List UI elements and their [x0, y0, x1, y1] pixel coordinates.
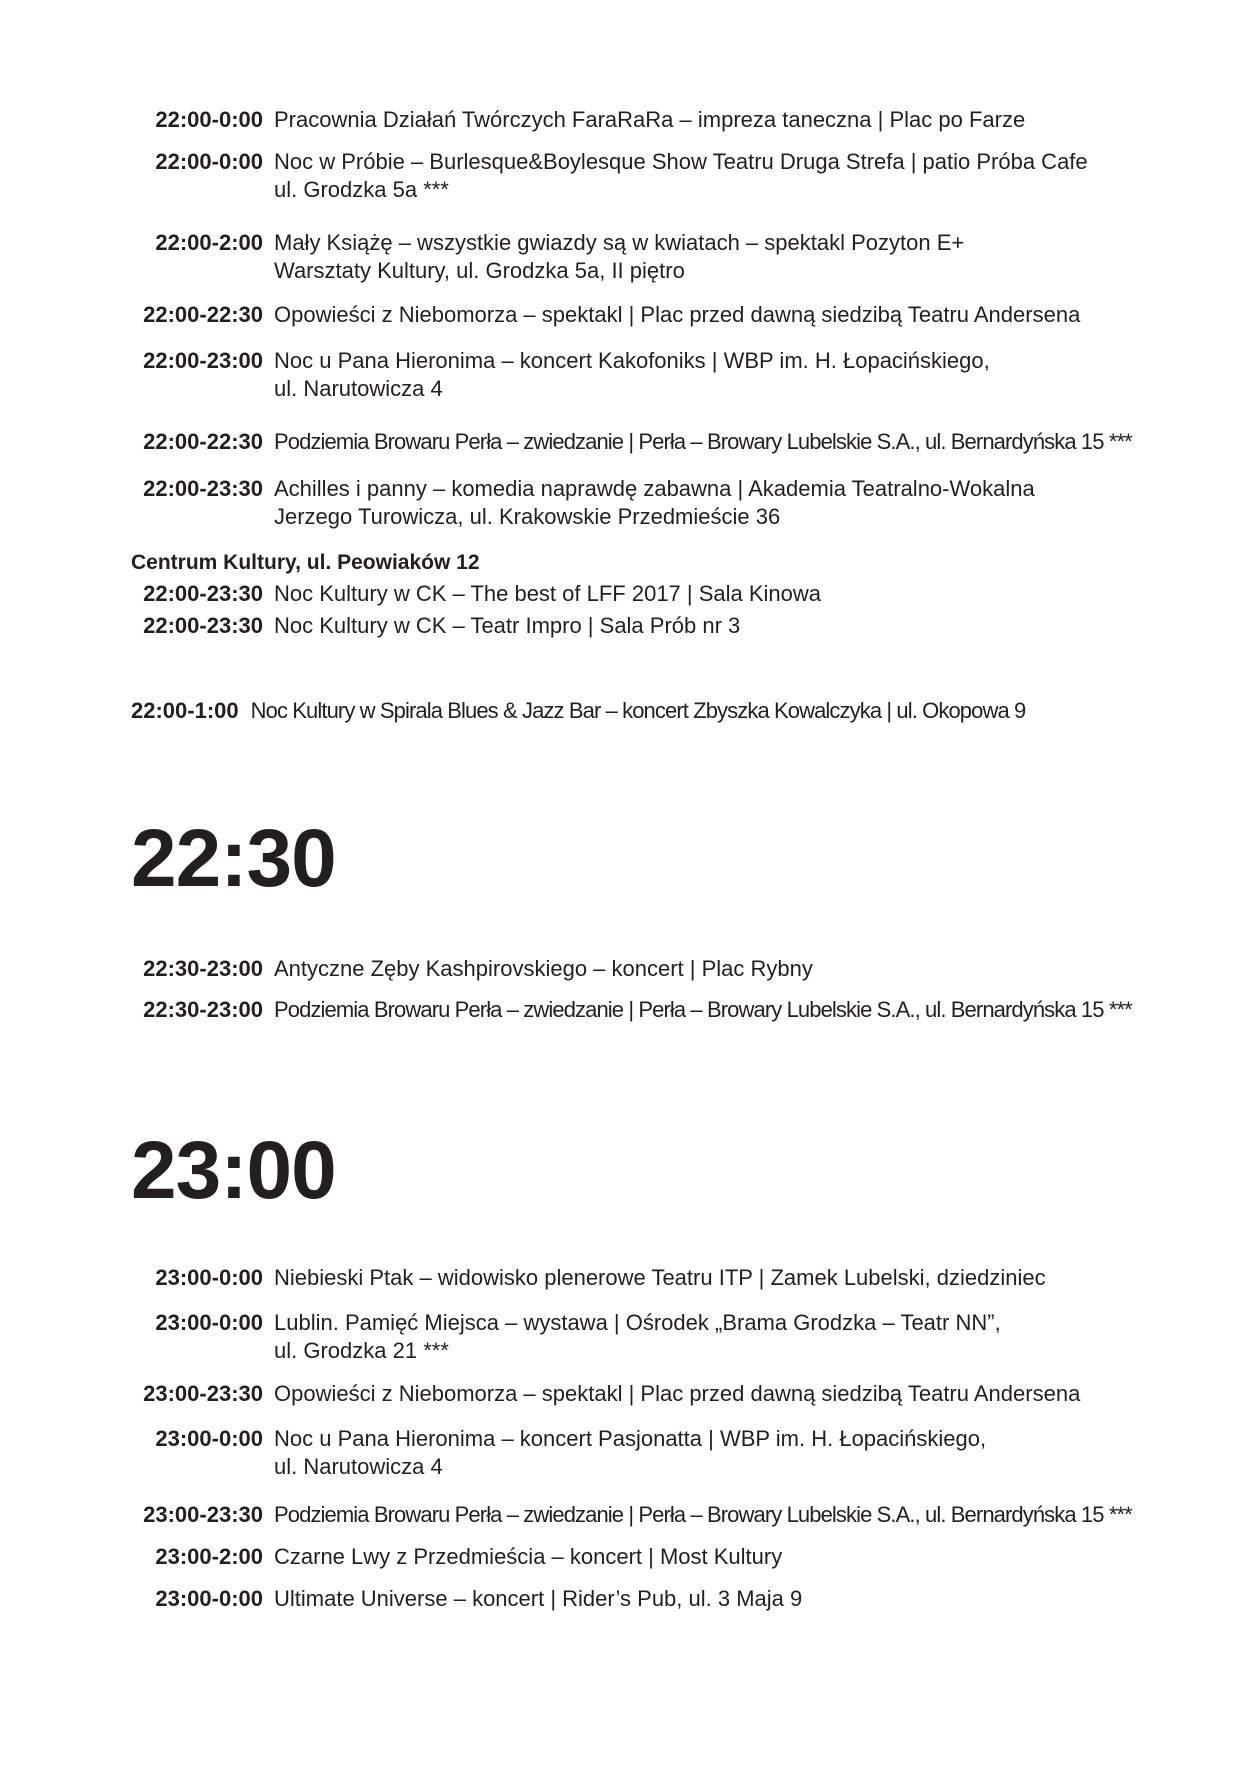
event-row	[131, 1585, 802, 1613]
event-time: 22:00-23:00	[143, 348, 263, 373]
event-row	[131, 301, 1080, 329]
event-time: 22:00-22:30	[143, 302, 263, 327]
event-description: Achilles i panny – komedia naprawdę zabawna | Akademia Teatralno-Wokalna Jerzego Turowicza, ul. Krakowskie Przedmieście 36	[274, 476, 1035, 529]
event-row	[131, 1543, 782, 1571]
event-row	[131, 475, 1035, 531]
event-time: 23:00-2:00	[155, 1544, 263, 1569]
event-time: 22:00-23:30	[143, 581, 263, 606]
event-description: Mały Książę – wszystkie gwiazdy są w kwiatach – spektakl Pozyton E+ Warsztaty Kultury, ul. Grodzka 5a, II piętro	[274, 230, 965, 283]
event-row	[131, 428, 1132, 456]
event-time: 22:00-23:30	[143, 613, 263, 638]
event-description: Ultimate Universe – koncert | Rider’s Pub, ul. 3 Maja 9	[274, 1586, 803, 1611]
event-row	[131, 1380, 1080, 1408]
hour-heading: 23:00	[131, 1125, 336, 1216]
event-time: 22:00-1:00	[131, 698, 239, 723]
event-description: Noc Kultury w CK – Teatr Impro | Sala Prób nr 3	[274, 613, 741, 638]
event-time: 23:00-0:00	[155, 1426, 263, 1451]
event-row	[131, 612, 740, 640]
event-row	[131, 229, 964, 285]
event-description: Opowieści z Niebomorza – spektakl | Plac przed dawną siedzibą Teatru Andersena	[274, 1381, 1081, 1406]
event-description: Podziemia Browaru Perła – zwiedzanie | Perła – Browary Lubelskie S.A., ul. Bernardyńska 15 ***	[274, 429, 1132, 454]
event-description: Lublin. Pamięć Miejsca – wystawa | Ośrodek „Brama Grodzka – Teatr NN”, ul. Grodzka 21 ***	[274, 1310, 1001, 1363]
event-row	[131, 697, 1025, 725]
event-row	[131, 1309, 1001, 1365]
event-time: 22:00-0:00	[155, 107, 263, 132]
event-row	[131, 1264, 1046, 1292]
event-row	[131, 996, 1132, 1024]
event-time: 23:00-23:30	[143, 1381, 263, 1406]
event-row	[131, 106, 1025, 134]
event-description: Noc u Pana Hieronima – koncert Kakofoniks | WBP im. H. Łopacińskiego, ul. Narutowicza 4	[274, 348, 990, 401]
event-description: Noc u Pana Hieronima – koncert Pasjonatta | WBP im. H. Łopacińskiego, ul. Narutowicza 4	[274, 1426, 987, 1479]
event-time: 23:00-0:00	[155, 1265, 263, 1290]
venue-heading: Centrum Kultury, ul. Peowiaków 12	[131, 551, 480, 574]
event-row	[131, 148, 1088, 204]
event-time: 22:30-23:00	[143, 997, 263, 1022]
event-description: Podziemia Browaru Perła – zwiedzanie | Perła – Browary Lubelskie S.A., ul. Bernardyńska 15 ***	[274, 997, 1132, 1022]
event-description: Opowieści z Niebomorza – spektakl | Plac przed dawną siedzibą Teatru Andersena	[274, 302, 1081, 327]
event-row	[131, 580, 821, 608]
event-description: Czarne Lwy z Przedmieścia – koncert | Most Kultury	[274, 1544, 783, 1569]
event-time: 23:00-23:30	[143, 1502, 263, 1527]
event-time: 22:00-2:00	[155, 230, 263, 255]
hour-heading: 22:30	[131, 813, 336, 904]
event-time: 22:00-23:30	[143, 476, 263, 501]
event-time: 22:30-23:00	[143, 956, 263, 981]
event-description: Antyczne Zęby Kashpirovskiego – koncert | Plac Rybny	[274, 956, 813, 981]
event-description: Pracownia Działań Twórczych FaraRaRa – impreza taneczna | Plac po Farze	[274, 107, 1026, 132]
event-time: 23:00-0:00	[155, 1586, 263, 1611]
event-row	[131, 1425, 986, 1481]
event-time: 22:00-0:00	[155, 149, 263, 174]
event-description: Noc w Próbie – Burlesque&Boylesque Show Teatru Druga Strefa | patio Próba Cafe ul. Grodzka 5a ***	[274, 149, 1088, 202]
event-description: Niebieski Ptak – widowisko plenerowe Teatru ITP | Zamek Lubelski, dziedziniec	[274, 1265, 1046, 1290]
event-time: 22:00-22:30	[143, 429, 263, 454]
event-description: Podziemia Browaru Perła – zwiedzanie | Perła – Browary Lubelskie S.A., ul. Bernardyńska 15 ***	[274, 1502, 1132, 1527]
event-time: 23:00-0:00	[155, 1310, 263, 1335]
event-row	[131, 347, 990, 403]
event-row	[131, 1501, 1132, 1529]
event-description: Noc Kultury w Spirala Blues & Jazz Bar – koncert Zbyszka Kowalczyka | ul. Okopowa 9	[250, 698, 1026, 723]
event-description: Noc Kultury w CK – The best of LFF 2017 | Sala Kinowa	[274, 581, 822, 606]
event-row	[131, 955, 813, 983]
